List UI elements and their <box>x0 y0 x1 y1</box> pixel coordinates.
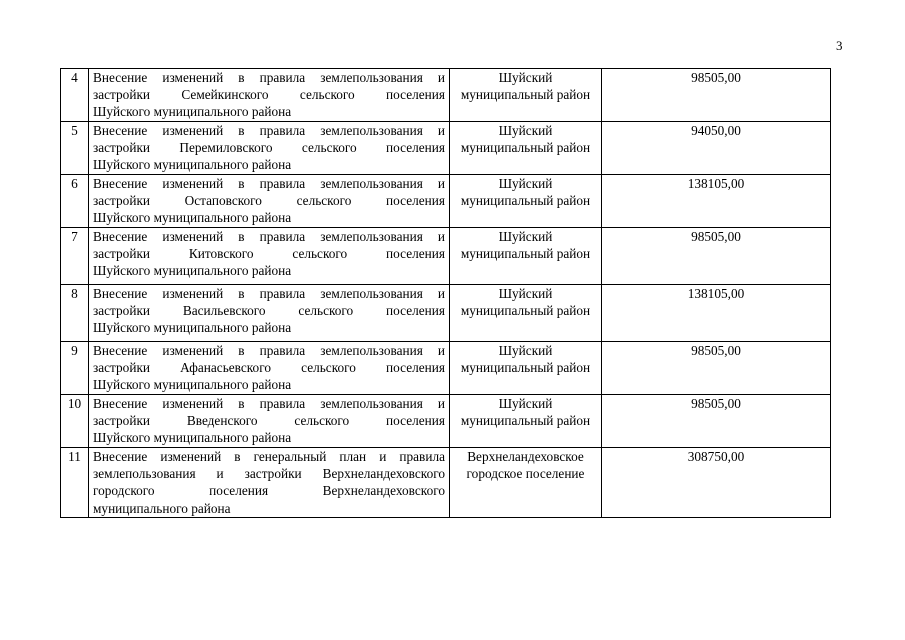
row-amount: 98505,00 <box>602 395 831 448</box>
row-number: 7 <box>61 228 89 285</box>
row-number: 9 <box>61 342 89 395</box>
row-number: 6 <box>61 175 89 228</box>
description-text: Внесение изменений в правила землепользования и застройки Китовского сельского поселения <box>93 229 445 262</box>
row-territory: Шуйский муниципальный район <box>450 395 602 448</box>
row-description <box>89 228 450 285</box>
row-number: 4 <box>61 69 89 122</box>
table-row <box>61 69 831 122</box>
row-number: 11 <box>61 448 89 518</box>
row-amount: 98505,00 <box>602 342 831 395</box>
description-tail: Шуйского муниципального района <box>93 320 292 336</box>
budget-table <box>60 68 831 518</box>
description-tail: Шуйского муниципального района <box>93 263 292 279</box>
description-text: Внесение изменений в правила землепользования и застройки Перемиловского сельского поселения <box>93 123 445 156</box>
row-description <box>89 285 450 342</box>
row-amount: 138105,00 <box>602 285 831 342</box>
row-amount: 98505,00 <box>602 228 831 285</box>
row-territory: Шуйский муниципальный район <box>450 122 602 175</box>
row-territory: Шуйский муниципальный район <box>450 175 602 228</box>
row-territory: Верхнеландеховское городское поселение <box>450 448 602 518</box>
table-row <box>61 342 831 395</box>
row-number: 8 <box>61 285 89 342</box>
description-tail: Шуйского муниципального района <box>93 104 292 120</box>
description-tail: Шуйского муниципального района <box>93 157 292 173</box>
description-text: Внесение изменений в правила землепользования и застройки Семейкинского сельского поселения <box>93 70 445 103</box>
row-description <box>89 448 450 518</box>
description-text: Внесение изменений в правила землепользования и застройки Васильевского сельского поселения <box>93 286 445 319</box>
table-row <box>61 395 831 448</box>
row-description <box>89 122 450 175</box>
row-amount: 98505,00 <box>602 69 831 122</box>
row-description <box>89 342 450 395</box>
table-row <box>61 448 831 518</box>
row-number: 10 <box>61 395 89 448</box>
row-amount: 308750,00 <box>602 448 831 518</box>
row-description <box>89 175 450 228</box>
page-number: 3 <box>836 38 843 53</box>
row-amount: 94050,00 <box>602 122 831 175</box>
description-text: Внесение изменений в правила землепользования и застройки Введенского сельского поселения <box>93 396 445 429</box>
description-text: Внесение изменений в генеральный план и правила землепользования и застройки Верхнеландеховского городского поселения Верхнеландеховского <box>93 449 445 499</box>
row-territory: Шуйский муниципальный район <box>450 69 602 122</box>
table-row <box>61 228 831 285</box>
description-tail: Шуйского муниципального района <box>93 210 292 226</box>
row-territory: Шуйский муниципальный район <box>450 228 602 285</box>
table-row <box>61 285 831 342</box>
row-number: 5 <box>61 122 89 175</box>
row-territory: Шуйский муниципальный район <box>450 342 602 395</box>
description-tail: муниципального района <box>93 500 231 516</box>
description-tail: Шуйского муниципального района <box>93 377 292 393</box>
row-territory: Шуйский муниципальный район <box>450 285 602 342</box>
description-text: Внесение изменений в правила землепользования и застройки Остаповского сельского поселения <box>93 176 445 209</box>
row-description <box>89 69 450 122</box>
description-text: Внесение изменений в правила землепользования и застройки Афанасьевского сельского поселения <box>93 343 445 376</box>
row-amount: 138105,00 <box>602 175 831 228</box>
table-row <box>61 122 831 175</box>
row-description <box>89 395 450 448</box>
description-tail: Шуйского муниципального района <box>93 430 292 446</box>
table-row <box>61 175 831 228</box>
